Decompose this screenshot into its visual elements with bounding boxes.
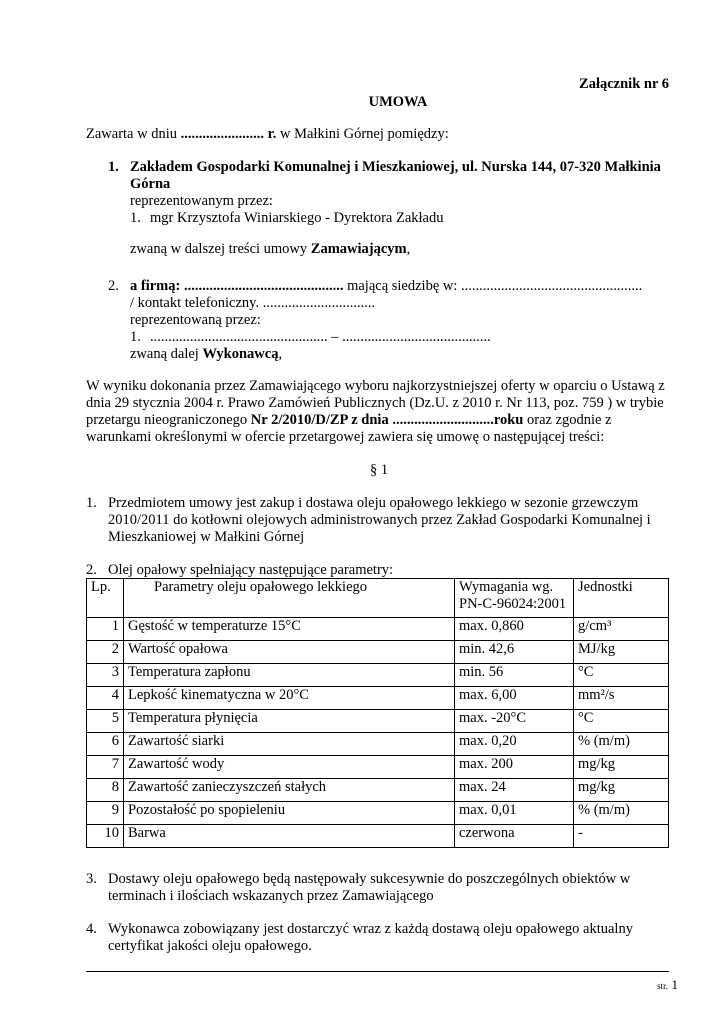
cell-lp: 2 <box>87 641 124 664</box>
item3-line1: Dostawy oleju opałowego będą następowały sukcesywnie do poszczególnych obiektów w <box>108 871 631 887</box>
party1-called-name: Zamawiającym <box>310 241 407 257</box>
table-row <box>87 618 669 641</box>
intro-suffix: w Małkini Górnej pomiędzy: <box>276 126 449 142</box>
cell-requirement: max. -20°C <box>455 710 574 733</box>
cell-requirement: max. 0,01 <box>455 802 574 825</box>
party2-represented: reprezentowaną przez: <box>130 312 261 328</box>
cell-lp: 8 <box>87 779 124 802</box>
document-title <box>0 94 724 111</box>
preamble-line3-c: oraz zgodnie z <box>523 412 612 428</box>
table-row <box>87 756 669 779</box>
table-row <box>87 733 669 756</box>
table-body <box>87 618 669 848</box>
party1-represented: reprezentowanym przez: <box>130 193 273 209</box>
intro-prefix: Zawarta w dniu <box>86 126 181 142</box>
cell-param: Lepkość kinematyczna w 20°C <box>124 687 455 710</box>
party2-called-prefix: zwaną dalej <box>130 346 203 362</box>
item4-line1: Wykonawca zobowiązany jest dostarczyć wraz z każdą dostawą oleju opałowego aktualny <box>108 921 633 937</box>
party1-name-line2: Górna <box>130 176 171 192</box>
item3-line2: terminach i ilościach wskazanych przez Zamawiającego <box>108 888 434 904</box>
party2-rep-number: 1. <box>130 329 141 345</box>
footer-divider <box>86 971 669 972</box>
page-label: str. <box>657 981 668 991</box>
cell-unit: mg/kg <box>574 756 669 779</box>
cell-param: Zawartość siarki <box>124 733 455 756</box>
party2-rep-dots: ................................................. – ......................................... <box>150 329 491 345</box>
cell-requirement: min. 56 <box>455 664 574 687</box>
header-req-line1: Wymagania wg. <box>459 579 554 595</box>
preamble-line2: dnia 29 stycznia 2004 r. Prawo Zamówień Publicznych (Dz.U. z 2010 r. Nr 113, poz. 759 ) w trybie <box>86 395 664 411</box>
item1-line1: Przedmiotem umowy jest zakup i dostawa oleju opałowego lekkiego w sezonie grzewczym <box>108 495 639 511</box>
header-param: Parametry oleju opałowego lekkiego <box>124 579 455 618</box>
header-unit: Jednostki <box>574 579 669 618</box>
preamble-line3-a: przetargu nieograniczonego <box>86 412 251 428</box>
cell-lp: 10 <box>87 825 124 848</box>
table-row <box>87 710 669 733</box>
preamble-line4: warunkami określonymi w ofercie przetargowej zawiera się umowę o następującej treści: <box>86 429 605 445</box>
party1-called-prefix: zwaną w dalszej treści umowy <box>130 241 311 257</box>
cell-unit: mg/kg <box>574 779 669 802</box>
item1-line2: 2010/2011 do kotłowni olejowych administrowanych przez Zakład Gospodarki Komunalnej i <box>108 512 651 528</box>
section-symbol: § 1 <box>369 462 389 478</box>
page-value: 1 <box>671 977 678 992</box>
cell-requirement: max. 6,00 <box>455 687 574 710</box>
cell-param: Wartość opałowa <box>124 641 455 664</box>
cell-unit: % (m/m) <box>574 733 669 756</box>
cell-param: Pozostałość po spopieleniu <box>124 802 455 825</box>
cell-lp: 4 <box>87 687 124 710</box>
preamble-line3 <box>86 412 612 429</box>
cell-param: Barwa <box>124 825 455 848</box>
attachment-label: Załącznik nr 6 <box>579 76 669 92</box>
table-header-row <box>87 579 669 618</box>
cell-param: Zawartość wody <box>124 756 455 779</box>
table-row <box>87 825 669 848</box>
party1-name-line1: Zakładem Gospodarki Komunalnej i Mieszkaniowej, ul. Nurska 144, 07-320 Małkinia <box>130 159 661 175</box>
preamble-line1: W wyniku dokonania przez Zamawiającego wyboru najkorzystniejszej oferty w oparciu o Ustawą z <box>86 378 665 394</box>
party2-called-suffix: , <box>278 346 283 362</box>
party2-contact: / kontakt telefoniczny. ............................... <box>130 295 376 311</box>
cell-requirement: max. 200 <box>455 756 574 779</box>
title-text: UMOWA <box>368 94 428 110</box>
item1-number: 1. <box>86 495 97 511</box>
party2-firm-line <box>130 278 642 295</box>
cell-param: Temperatura płynięcia <box>124 710 455 733</box>
cell-lp: 7 <box>87 756 124 779</box>
party1-rep-number: 1. <box>130 210 141 226</box>
header-req-line2: PN-C-96024:2001 <box>459 596 567 612</box>
cell-param: Gęstość w temperaturze 15°C <box>124 618 455 641</box>
cell-requirement: max. 0,860 <box>455 618 574 641</box>
party1-called <box>130 241 410 258</box>
item2-number: 2. <box>86 562 97 578</box>
cell-lp: 5 <box>87 710 124 733</box>
cell-unit: - <box>574 825 669 848</box>
cell-lp: 6 <box>87 733 124 756</box>
cell-unit: MJ/kg <box>574 641 669 664</box>
item4-line2: certyfikat jakości oleju opałowego. <box>108 938 312 954</box>
intro-date-dots: ....................... r. <box>180 126 277 142</box>
item4-number: 4. <box>86 921 97 937</box>
cell-lp: 1 <box>87 618 124 641</box>
party1-number: 1. <box>108 159 119 175</box>
table-row <box>87 664 669 687</box>
cell-lp: 9 <box>87 802 124 825</box>
parameters-table <box>86 578 669 848</box>
party2-number: 2. <box>108 278 119 294</box>
table-row <box>87 641 669 664</box>
table-row <box>87 687 669 710</box>
table-row <box>87 779 669 802</box>
item1-line3: Mieszkaniowej w Małkini Górnej <box>108 529 305 545</box>
party1-called-suffix: , <box>406 241 411 257</box>
cell-requirement: min. 42,6 <box>455 641 574 664</box>
cell-unit: g/cm³ <box>574 618 669 641</box>
cell-unit: mm²/s <box>574 687 669 710</box>
cell-unit: °C <box>574 664 669 687</box>
intro-line <box>86 126 449 143</box>
preamble-tender-number: Nr 2/2010/D/ZP z dnia ............................roku <box>250 412 524 428</box>
party1-rep-name: mgr Krzysztofa Winiarskiego - Dyrektora Zakładu <box>150 210 444 226</box>
cell-lp: 3 <box>87 664 124 687</box>
party2-firm-label: a firmą: ............................................ <box>130 278 344 294</box>
page-number <box>657 976 678 995</box>
cell-unit: °C <box>574 710 669 733</box>
cell-requirement: max. 24 <box>455 779 574 802</box>
item2-text: Olej opałowy spełniający następujące parametry: <box>108 562 394 578</box>
cell-requirement: max. 0,20 <box>455 733 574 756</box>
party2-called <box>130 346 282 363</box>
section-heading <box>0 462 724 479</box>
cell-param: Zawartość zanieczyszczeń stałych <box>124 779 455 802</box>
header-requirements <box>455 579 574 618</box>
cell-requirement: czerwona <box>455 825 574 848</box>
header-lp: Lp. <box>87 579 124 618</box>
party2-seat: mającą siedzibę w: .................................................. <box>343 278 643 294</box>
table-row <box>87 802 669 825</box>
item3-number: 3. <box>86 871 97 887</box>
cell-param: Temperatura zapłonu <box>124 664 455 687</box>
cell-unit: % (m/m) <box>574 802 669 825</box>
party2-called-name: Wykonawcą <box>202 346 279 362</box>
